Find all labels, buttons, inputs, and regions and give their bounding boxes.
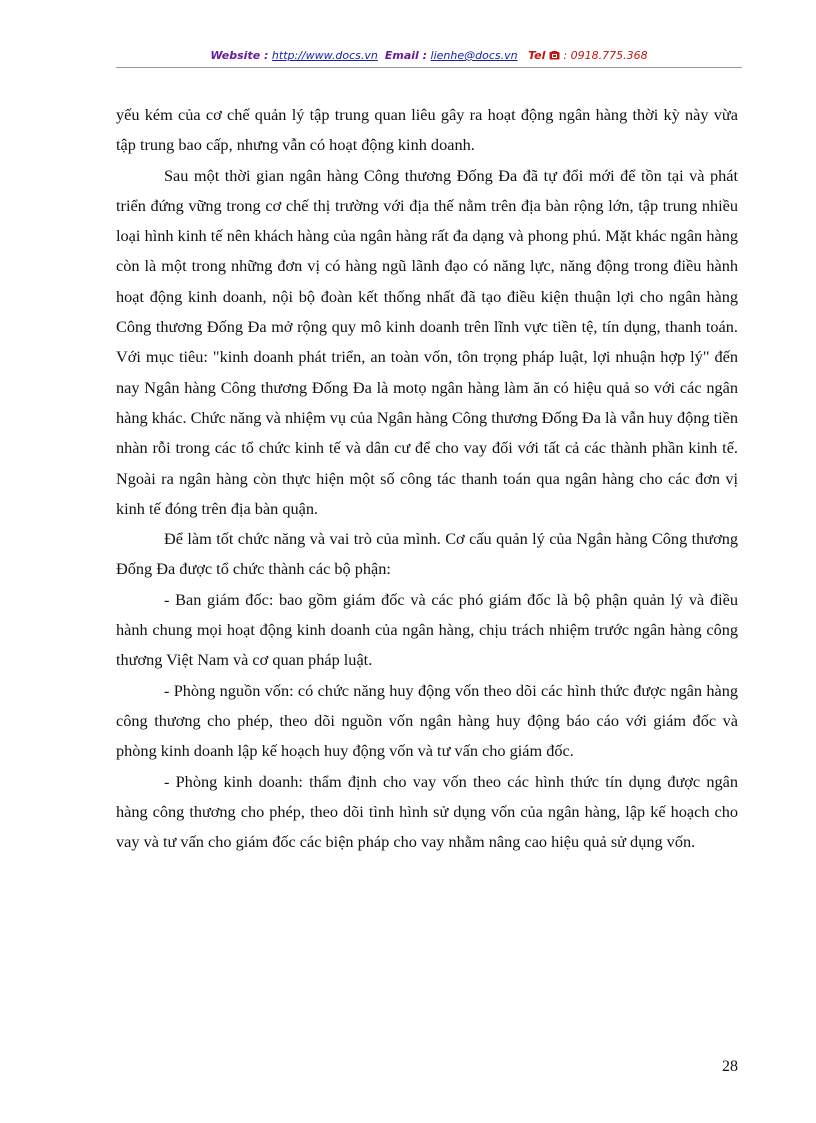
paragraph: Để làm tốt chức năng và vai trò của mình. Cơ cấu quản lý của Ngân hàng Công thương Đống Đa được tổ chức thành các bộ phận: <box>116 529 738 579</box>
paragraph: Sau một thời gian ngân hàng Công thương Đống Đa đã tự đổi mới để tồn tại và phát triển đứng vững trong cơ chế thị trường với địa thế nằm trên địa bàn rộng lớn, tập trung nhiều loại hình kinh tế nên khách hàng của ngân hàng rất đa dạng và phong phú. Mặt khác ngân hàng còn là một trong những đơn vị có hàng ngũ lãnh đạo có năng lực, năng động trong điều hành hoạt động kinh doanh, nội bộ đoàn kết thống nhất đã tạo điều kiện thuận lợi cho ngân hàng Công thương Đống Đa mở rộng quy mô kinh doanh trên lĩnh vực tiền tệ, tín dụng, thanh toán. Với mục tiêu: "kinh doanh phát triển, an toàn vốn, tôn trọng pháp luật, lợi nhuận hợp lý" đến nay Ngân hàng Công thương Đống Đa là motọ ngân hàng làm ăn có hiệu quả so với các ngân hàng khác. Chức năng và nhiệm vụ của Ngân hàng Công thương Đống Đa là vẫn huy động tiền nhàn rỗi trong các tổ chức kinh tế và dân cư để cho vay đối với tất cả các thành phần kinh tế. Ngoài ra ngân hàng còn thực hiện một số công tác thanh toán qua ngân hàng cho các đơn vị kinh tế đóng trên địa bàn quận. <box>116 165 738 518</box>
email-label: Email : <box>384 49 428 62</box>
paragraph: yếu kém của cơ chế quản lý tập trung quan liêu gây ra hoạt động ngân hàng thời kỳ này vừa tập trung bao cấp, nhưng vẫn có hoạt động kinh doanh. <box>116 105 738 155</box>
website-link[interactable]: http://www.docs.vn <box>271 49 378 62</box>
email-link[interactable]: lienhe@docs.vn <box>430 49 518 62</box>
paragraph: - Ban giám đốc: bao gồm giám đốc và các phó giám đốc là bộ phận quản lý và điều hành chung mọi hoạt động kinh doanh của ngân hàng, chịu trách nhiệm trước ngân hàng công thương Việt Nam và cơ quan pháp luật. <box>116 589 738 670</box>
phone-icon <box>549 50 560 60</box>
website-label: Website : <box>210 49 269 62</box>
paragraph: - Phòng kinh doanh: thẩm định cho vay vốn theo các hình thức tín dụng được ngân hàng công thương cho phép, theo dõi tình hình sử dụng vốn của ngân hàng, lập kế hoạch cho vay và tư vấn cho giám đốc các biện pháp cho vay nhằm nâng cao hiệu quả sử dụng vốn. <box>116 771 738 852</box>
page-number: 28 <box>722 1058 738 1075</box>
header-divider <box>116 67 742 68</box>
document-body <box>116 100 738 857</box>
tel-label: Tel <box>528 49 546 62</box>
tel-number: : 0918.775.368 <box>563 49 648 62</box>
paragraph: - Phòng nguồn vốn: có chức năng huy động vốn theo dõi các hình thức được ngân hàng công thương cho phép, theo dõi nguồn vốn ngân hàng huy động báo cáo với giám đốc và phòng kinh doanh lập kế hoạch huy động vốn và tư vấn cho giám đốc. <box>116 680 738 761</box>
page-header <box>116 48 742 64</box>
